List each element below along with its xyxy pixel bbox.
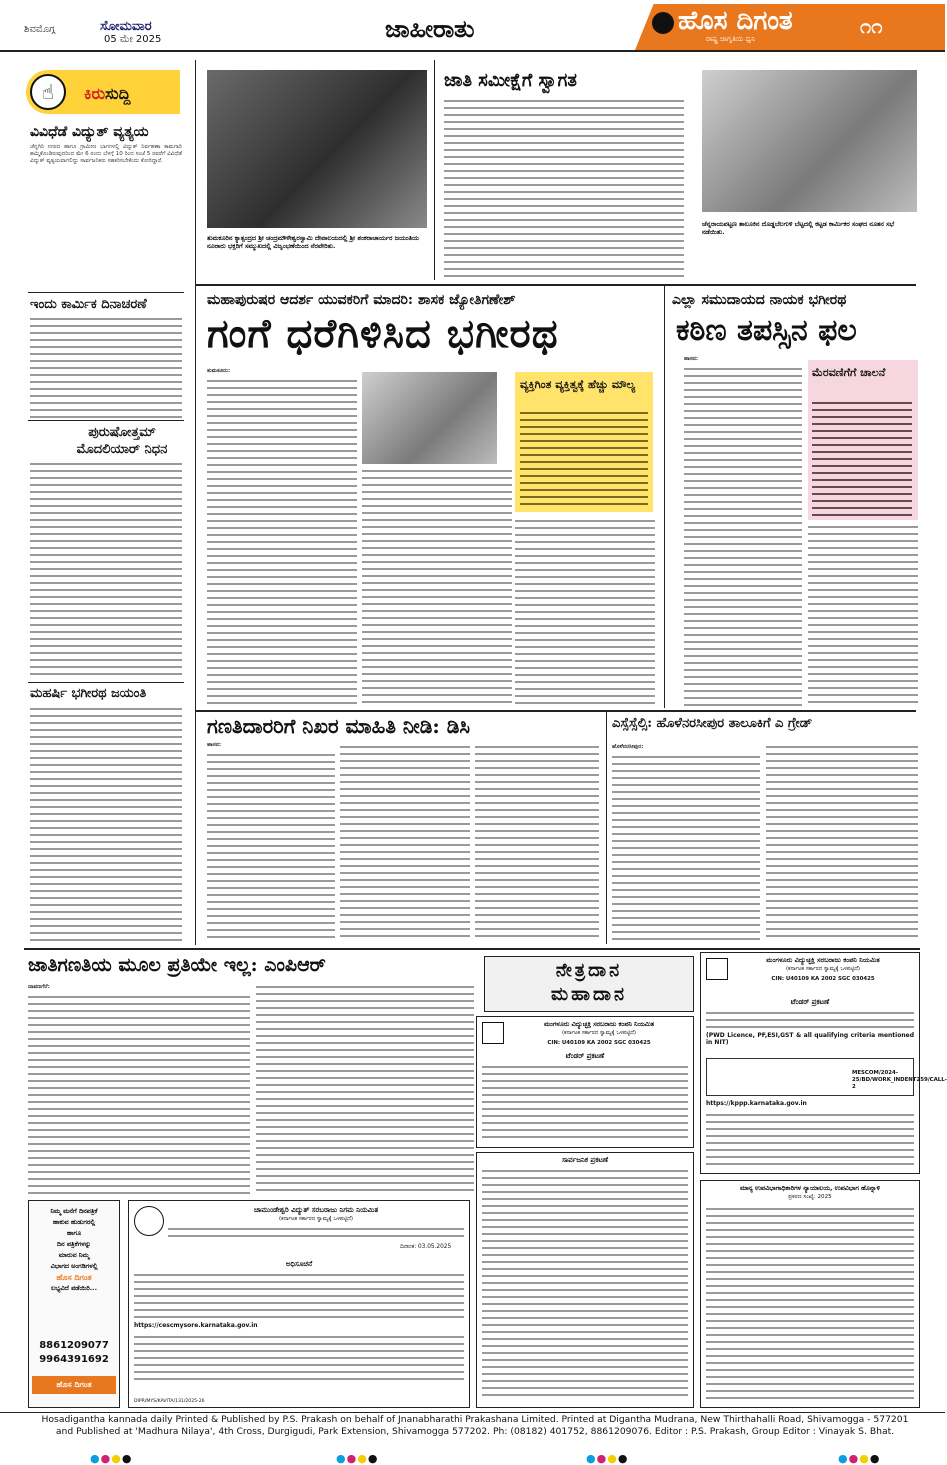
headline-labour-day: ಇಂದು ಕಾರ್ಮಿಕ ದಿನಾಚರಣೆ (30, 297, 147, 312)
mescom-note: (PWD Licence, PF,ESI,GST & all qualifying criteria mentioned in NIT) (706, 1032, 914, 1046)
court-title: ಮಾನ್ಯ ಉಪವಿಭಾಗಾಧಿಕಾರಿಗಳ ನ್ಯಾಯಾಲಯ, ಉಪವಿಭಾಗ ಹೊನ್ನಾಳಿ (739, 1184, 881, 1192)
dipr-code: DIPR/MYS/KAVITA/131/2025-26 (134, 1399, 205, 1404)
mescom-big-text (706, 1010, 914, 1030)
headline-obituary: ಪುರುಷೋತ್ತಮ್ ಮೊದಲಿಯಾರ್ ನಿಧನ (76, 425, 168, 457)
article-census-col2 (340, 744, 470, 942)
event-photo (362, 372, 497, 464)
cesc-notice-text (134, 1272, 464, 1320)
registration-dots: ●●●● (586, 1452, 629, 1465)
article-bhagiratha-col2 (362, 468, 512, 706)
promo-text: ನಿಮ್ಮ ಮನೆಗೆ ದಿನಪತ್ರಿಕೆ ಹಾಕುವ ಹುಡುಗರಲ್ಲಿ ಹಾಗೂ ದಿನ ಪತ್ರಿಕೆಗಳನ್ನು ಮಾರುವ ನಿಮ್ಮ ವಿಭಾಗದ ಅಂಗಡಿಗಳಲ್ಲಿ ಹೊಸ ದಿಗಂತ ಲಭ್ಯವಿದೆ ಪಡೆಯಿರಿ... (50, 1207, 98, 1292)
column-divider (664, 286, 665, 708)
divider (24, 948, 920, 950)
mescom-big-sub: (ಕರ್ನಾಟಕ ಸರ್ಕಾರದ ಸ್ವಾಮ್ಯಕ್ಕೆ ಒಳಪಟ್ಟಿದೆ) (785, 966, 861, 972)
divider (28, 292, 184, 293)
dateline-census: ಹಾಸನ: (207, 742, 222, 748)
mescom-logo-icon (482, 1022, 504, 1044)
headline-mpr: ಜಾತಿಗಣತಿಯ ಮೂಲ ಪ್ರತಿಯೇ ಇಲ್ಲ: ಎಂಪಿಆರ್ (28, 954, 326, 976)
article-bhagiratha-col3 (515, 518, 655, 706)
dateline-sslc: ಹೊಳೆನರಸೀಪುರ: (612, 744, 644, 750)
registration-dots: ●●●● (336, 1452, 379, 1465)
header-day: ಸೋಮವಾರ (100, 19, 152, 34)
mescom-big-cin: CIN: U40109 KA 2002 SGC 030425 (771, 976, 875, 982)
info-box-text (812, 400, 912, 516)
kicker-karana: ಎಲ್ಲಾ ಸಮುದಾಯದ ನಾಯಕ ಭಗೀರಥ (672, 292, 847, 308)
promo-brand-strip: ಹೊಸ ದಿಗಂತ (32, 1376, 116, 1394)
column-divider (434, 60, 435, 280)
headline-power-cut: ವಿವಿಧೆಡೆ ವಿದ್ಯುತ್ ವ್ಯತ್ಯಯ (30, 124, 149, 140)
cesc-notice-text-2 (134, 1334, 464, 1382)
mescom-logo-icon (706, 958, 728, 980)
dateline-bhagiratha: ತುಮಕೂರು: (207, 368, 231, 374)
article-karana-col2 (808, 524, 918, 706)
mescom-big-name: ಮಂಗಳೂರು ವಿದ್ಯುಚ್ಛಕ್ತಿ ಸರಬರಾಜು ಕಂಪನಿ ನಿಯಮಿತ (766, 956, 880, 964)
article-census-col3 (475, 744, 599, 942)
brand-logo-icon (652, 12, 674, 34)
divider (28, 420, 184, 421)
mescom-big-text-2 (706, 1112, 914, 1170)
article-obituary (30, 461, 182, 679)
cesc-address (168, 1226, 464, 1242)
temple-photo-caption: ತುಮಕೂರಿನ ಕ್ಯಾತ್ಸಂದ್ರದ ಶ್ರೀ ಚಂದ್ರಮೌಳೇಶ್ವರಸ್ವಾಮಿ ದೇವಾಲಯದಲ್ಲಿ ಶ್ರೀ ಶಂಕರಾಚಾರ್ಯರ ಜಯಂತಿಯ ನೂರಾರು ಭಕ್ತರಿಗೆ ಸಮ್ಮುಖದಲ್ಲಿ ವಿಜೃಂಭಣೆಯಿಂದ ನೆರವೇರಿತು. (207, 234, 419, 250)
article-sslc-col2 (766, 744, 918, 942)
meeting-photo (702, 70, 917, 212)
dateline-karana: ಹಾಸನ: (684, 356, 699, 362)
cesc-notice-title: ಅಧಿಸೂಚನೆ (285, 1260, 313, 1268)
headline-bhagiratha: ಗಂಗೆ ಧರೆಗಿಳಿಸಿದ ಭಗೀರಥ (207, 310, 559, 357)
highlight-box-text (520, 410, 648, 508)
article-bhagiratha-col1 (207, 378, 357, 706)
section-title: ಜಾಹೀರಾತು (385, 14, 475, 43)
registration-dots: ●●●● (90, 1452, 133, 1465)
public-notice-title: ಸಾರ್ವಜನಿಕ ಪ್ರಕಟಣೆ (561, 1156, 609, 1164)
kicker-bhagiratha: ಮಹಾಪುರುಷರ ಆದರ್ಶ ಯುವಕರಿಗೆ ಮಾದರಿ: ಶಾಸಕ ಜ್ಯೋತಿಗಣೇಶ್ (207, 292, 516, 308)
cesc-logo-icon (134, 1206, 164, 1236)
headline-census: ಗಣತಿದಾರರಿಗೆ ನಿಖರ ಮಾಹಿತಿ ನೀಡಿ: ಡಿಸಿ (207, 714, 470, 738)
cesc-site: https://cescmysore.karnataka.gov.in (134, 1322, 258, 1329)
mescom-site: https://kppp.karnataka.gov.in (706, 1100, 807, 1107)
column-divider (195, 60, 196, 945)
article-census-col1 (207, 752, 335, 942)
registration-dots: ●●●● (838, 1452, 881, 1465)
court-case: ಪ್ರಕರಣ ಸಂಖ್ಯೆ: 2025 (788, 1194, 832, 1200)
eye-donation-line2: ಮಹಾದಾನ (551, 984, 627, 1005)
mescom-cin: CIN: U40109 KA 2002 SGC 030425 (547, 1040, 651, 1046)
mescom-ad-small-text (482, 1064, 688, 1142)
headline-bhagiratha-jayanti: ಮಹರ್ಷಿ ಭಗೀರಥ ಜಯಂತಿ (30, 686, 147, 701)
headline-karana: ಕಠಿಣ ತಪಸ್ಸಿನ ಫಲ (676, 313, 857, 348)
promo-phone-1: 8861209077 (39, 1340, 109, 1351)
promo-phone-2: 9964391692 (39, 1354, 109, 1365)
article-caste-survey (444, 98, 684, 278)
article-karana-col1 (684, 366, 802, 706)
mescom-tender-title: ಟೆಂಡರ್ ಪ್ರಕಟಣೆ (565, 1052, 605, 1060)
article-mpr-col2 (256, 984, 474, 1194)
mescom-sub: (ಕರ್ನಾಟಕ ಸರ್ಕಾರದ ಸ್ವಾಮ್ಯಕ್ಕೆ ಒಳಪಟ್ಟಿದೆ) (561, 1030, 637, 1036)
mescom-code: MESCOM/2024-25/BD/WORK_INDENT259/CALL-2 (852, 1070, 947, 1090)
page-number: ೧೧ (860, 14, 883, 38)
column-divider (606, 712, 607, 944)
article-mpr-col1 (28, 994, 250, 1194)
article-labour-day (30, 316, 182, 418)
headline-caste-survey: ಜಾತಿ ಸಮೀಕ್ಷೆಗೆ ಸ್ವಾಗತ (444, 70, 577, 91)
highlight-box-title: ವ್ಯಕ್ತಿಗಿಂತ ವ್ಯಕ್ತಿತ್ವಕ್ಕೆ ಹೆಚ್ಚು ಮೌಲ್ಯ (520, 378, 636, 391)
article-bhagiratha-jayanti (30, 706, 182, 944)
imprint-text: Hosadigantha kannada daily Printed & Published by P.S. Prakash on behalf of Jnanabharathi Prakashana Limited. Printed at Digantha Mudrana, New Thirthahalli Road, Shivamogga - 577201 and Published at 'Madhura Nilaya', 4th Cross, Durgigudi, Park Extension, Shivamogga 577202. Ph: (08182) 401752, 8861209076. Editor : P.S. Prakash, Group Editor : Vinayak S. Bhat. (41, 1414, 909, 1437)
cesc-name: ಚಾಮುಂಡೇಶ್ವರಿ ವಿದ್ಯುತ್ ಸರಬರಾಜು ನಿಗಮ ನಿಯಮಿತ (253, 1206, 379, 1214)
court-notice-text (706, 1206, 914, 1402)
article-sslc-col1 (612, 754, 760, 942)
meeting-photo-caption: ಚೆನ್ನರಾಯಪಟ್ಟಣ ತಾಲೂಕಿನ ದೊಡ್ಡಬೆಲಗುಳಿ ಬೆಟ್ಟದಲ್ಲಿ ಕಟ್ಟಡ ಕಾರ್ಮಿಕರ ಸಂಘದ ನೂತನ ಸಭೆ ನಡೆಯಿತು. (702, 220, 895, 236)
info-box-title: ಮೆರವಣಿಗೆಗೆ ಚಾಲನೆ (812, 366, 886, 379)
dateline-mpr: ದಾವಣಗೆರೆ: (28, 984, 50, 990)
brand-tagline: ರಾಷ್ಟ್ರ ಜಾಗೃತಿಯ ಧ್ವನಿ (706, 35, 756, 43)
mescom-big-tender: ಟೆಂಡರ್ ಪ್ರಕಟಣೆ (790, 998, 830, 1006)
temple-photo (207, 70, 427, 228)
divider (196, 284, 916, 286)
kiru-suddi-label: ಕಿರುಸುದ್ದಿ (84, 84, 131, 103)
eye-donation-line1: ನೇತ್ರದಾನ (555, 960, 623, 981)
brand-name: ಹೊಸ ದಿಗಂತ (678, 6, 793, 36)
public-notice-text (482, 1168, 688, 1400)
cesc-date: ದಿನಾಂಕ: 03.05.2025 (400, 1244, 452, 1250)
headline-sslc: ಎಸ್ಸೆಸ್ಸೆಲ್ಸಿ: ಹೊಳೆನರಸೀಪುರ ತಾಲೂಕಿಗೆ ಎ ಗ್ರೇಡ್ (612, 716, 813, 731)
mescom-name: ಮಂಗಳೂರು ವಿದ್ಯುಚ್ಛಕ್ತಿ ಸರಬರಾಜು ಕಂಪನಿ ನಿಯಮಿತ (543, 1020, 655, 1028)
divider (196, 710, 916, 712)
divider (28, 682, 184, 683)
header-date: 05 ಮೇ 2025 (104, 34, 162, 45)
article-power-cut: ಚೆನ್ನಗಿರಿ ನಗರದ ಹಾಗೂ ಗ್ರಾಮೀಣ ಭಾಗಗಳಲ್ಲಿ ವಿದ್ಯುತ್ ನಿರ್ವಹಣಾ ಕಾಮಗಾರಿ ಹಮ್ಮಿಕೊಂಡಿರುವುದರಿಂದ ಮೇ 6 ರಂದು ಬೆಳಗ್ಗೆ 10 ರಿಂದ ಸಂಜೆ 5 ರವರೆಗೆ ವಿವಿಧೆಡೆ ವಿದ್ಯುತ್ ವ್ಯತ್ಯಯವಾಗಲಿದ್ದು ಸಾರ್ವಜನಿಕರು ಸಹಕರಿಸಬೇಕೆಂದು ಕೋರಿದ್ದಾರೆ. (30, 144, 182, 164)
header-city: ಶಿವಮೊಗ್ಗ (24, 24, 56, 35)
hand-icon: ☝ (30, 74, 66, 110)
cesc-sub: (ಕರ್ನಾಟಕ ಸರ್ಕಾರದ ಸ್ವಾಮ್ಯಕ್ಕೆ ಒಳಪಟ್ಟಿದೆ) (278, 1216, 354, 1222)
